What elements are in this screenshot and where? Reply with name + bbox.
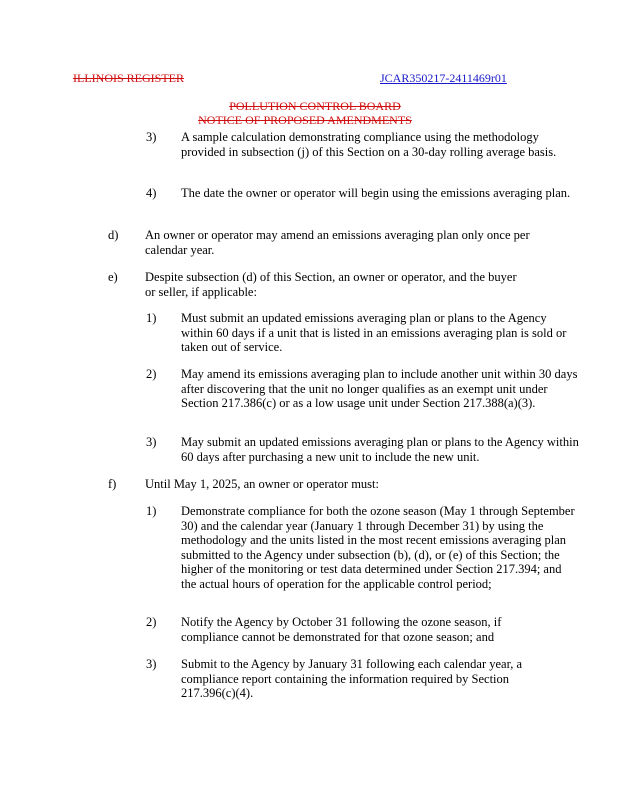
item-number: 2) xyxy=(146,615,157,629)
item-text: May amend its emissions averaging plan to include another unit within 30 days after discovering that the unit no longer qualifies as an exempt unit under Section 217.386(c) or as a low usage unit under Section 217.388(a)(3). xyxy=(181,367,578,410)
notice-title: NOTICE OF PROPOSED AMENDMENTS xyxy=(198,113,412,127)
item-number: 4) xyxy=(146,186,157,200)
subsection-text: An owner or operator may amend an emissions averaging plan only once per calendar year. xyxy=(145,228,530,257)
document-id-link[interactable]: JCAR350217-2411469r01 xyxy=(380,71,507,85)
item-text: Must submit an updated emissions averaging plan or plans to the Agency within 60 days if a unit that is listed in an emissions averaging plan is sold or taken out of service. xyxy=(181,311,567,354)
board-title: POLLUTION CONTROL BOARD xyxy=(229,99,401,113)
item-number: 1) xyxy=(146,504,157,518)
subsection-text: Despite subsection (d) of this Section, an owner or operator, and the buyer or seller, if applicable: xyxy=(145,270,517,299)
item-number: 3) xyxy=(146,130,157,144)
subsection-letter: e) xyxy=(108,270,118,284)
subsection-letter: f) xyxy=(108,477,117,491)
item-text: Notify the Agency by October 31 following the ozone season, if compliance cannot be demonstrated for that ozone season; and xyxy=(181,615,502,644)
item-text: A sample calculation demonstrating compliance using the methodology provided in subsection (j) of this Section on a 30-day rolling average basis. xyxy=(181,130,557,159)
item-number: 2) xyxy=(146,367,157,381)
item-text: Submit to the Agency by January 31 following each calendar year, a compliance report containing the information required by Section 217.396(c)(4). xyxy=(181,657,523,700)
item-text: May submit an updated emissions averaging plan or plans to the Agency within 60 days after purchasing a new unit to include the new unit. xyxy=(181,435,579,464)
item-text: The date the owner or operator will begin using the emissions averaging plan. xyxy=(181,186,571,200)
subsection-text: Until May 1, 2025, an owner or operator must: xyxy=(145,477,379,491)
register-header: ILLINOIS REGISTER xyxy=(73,71,184,85)
item-text: Demonstrate compliance for both the ozone season (May 1 through September 30) and the calendar year (January 1 through December 31) by using the methodology and the units listed in the most recent emissions averaging plan submitted to the Agency under subsection (b), (d), or (e) of this Section; the higher of the monitoring or test data determined under Section 217.394; and the actual hours of operation for the applicable control period; xyxy=(181,504,575,591)
item-number: 3) xyxy=(146,435,157,449)
item-number: 1) xyxy=(146,311,157,325)
item-number: 3) xyxy=(146,657,157,671)
subsection-letter: d) xyxy=(108,228,119,242)
